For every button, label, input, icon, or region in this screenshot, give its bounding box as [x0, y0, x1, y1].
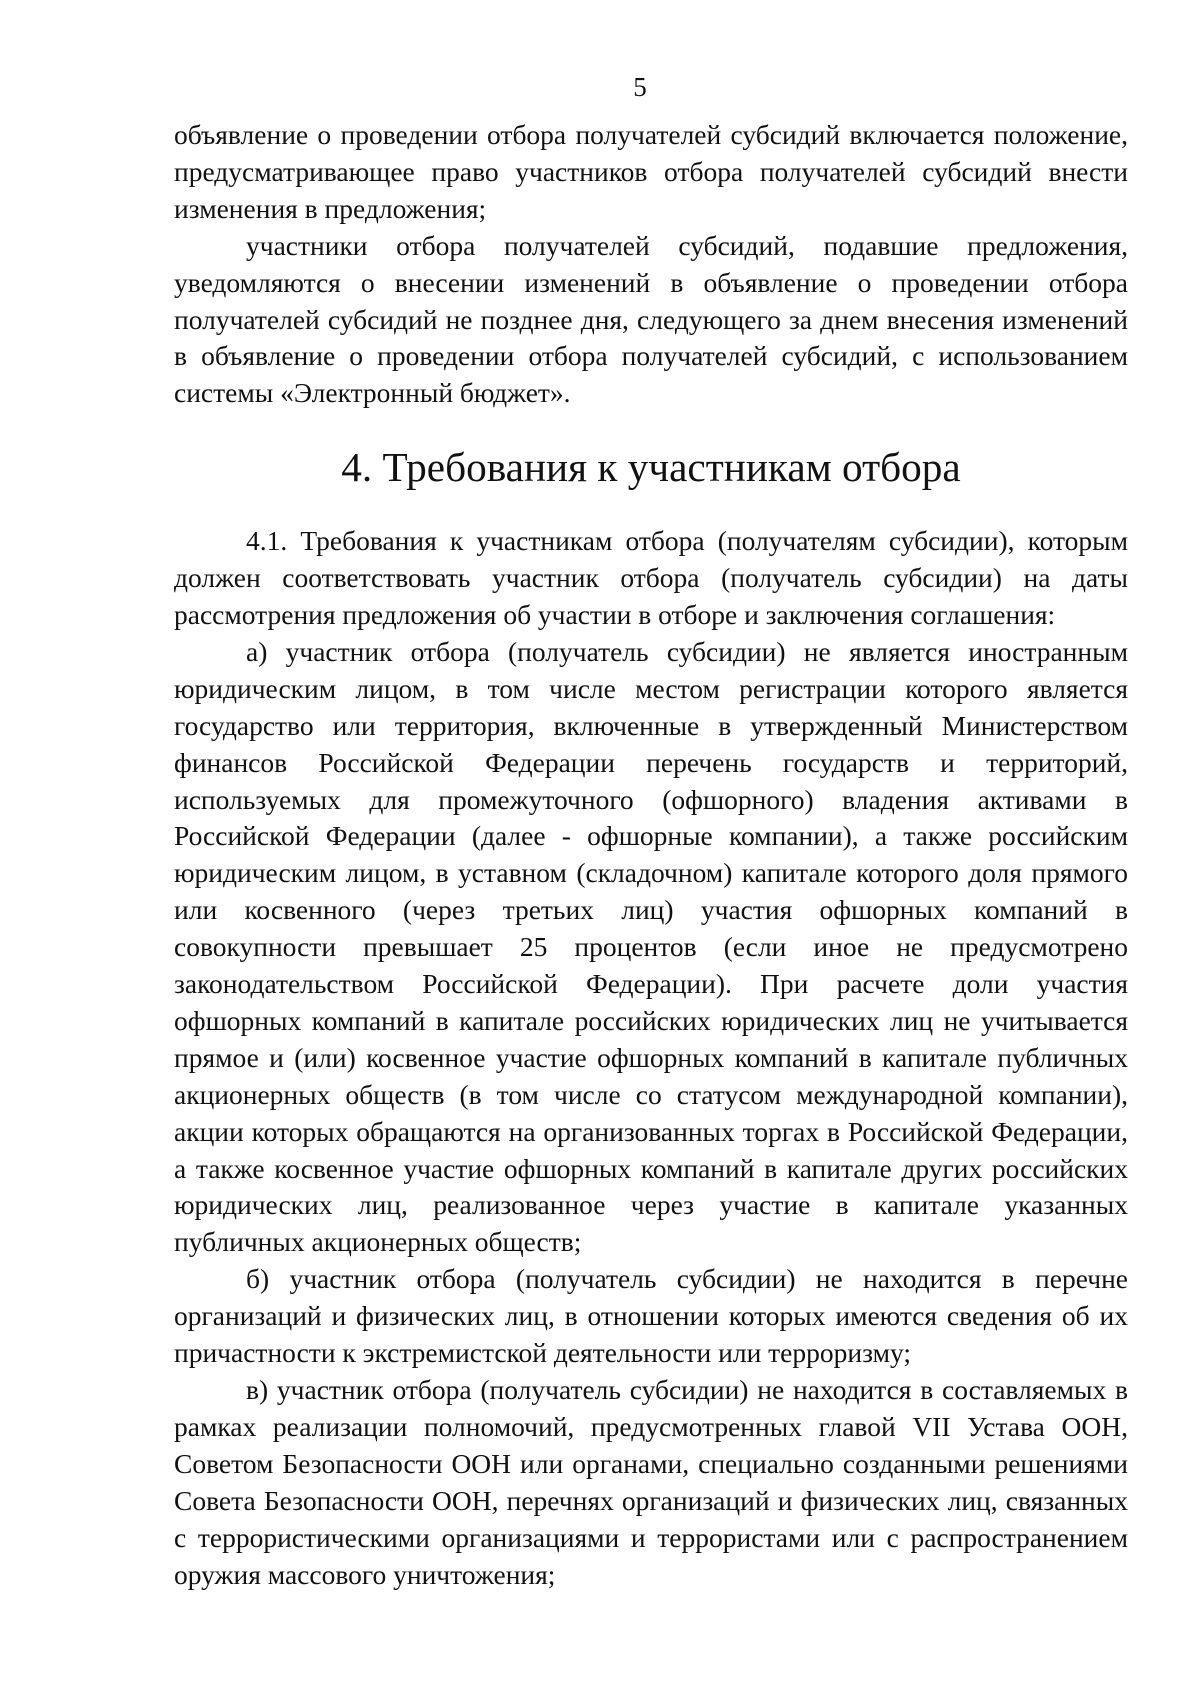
- document-body: [174, 117, 1128, 1593]
- section-heading: 4. Требования к участникам отбора: [341, 444, 961, 491]
- paragraph-participants-notification: участники отбора получателей субсидий, подавшие предложения, уведомляются о внесении изменений в объявление о проведении отбора получателей субсидий не позднее дня, следующего за днем внесения изменений в объявление о проведении отбора получателей субсидий, с использованием системы «Электронный бюджет».: [174, 229, 1128, 409]
- paragraph-item-v: в) участник отбора (получатель субсидии) не находится в составляемых в рамках реализации полномочий, предусмотренных главой VII Устава ООН, Советом Безопасности ООН или органами, специально созданными решениями Совета Безопасности ООН, перечнях организаций и физических лиц, связанных с террористическими организациями и террористами или с распространением оружия массового уничтожения;: [174, 1374, 1128, 1590]
- paragraph-item-b: б) участник отбора (получатель субсидии) не находится в перечне организаций и физических лиц, в отношении которых имеются сведения об их причастности к экстремистской деятельности или терроризму;: [174, 1263, 1128, 1369]
- page-number: 5: [633, 72, 647, 102]
- paragraph-4-1: 4.1. Требования к участникам отбора (получателям субсидии), которым должен соответствовать участник отбора (получатель субсидии) на даты рассмотрения предложения об участии в отборе и заключения соглашения:: [174, 525, 1128, 630]
- paragraph-continuation: объявление о проведении отбора получателей субсидий включается положение, предусматривающее право участников отбора получателей субсидий внести изменения в предложения;: [174, 119, 1128, 224]
- paragraph-item-a: а) участник отбора (получатель субсидии) не является иностранным юридическим лицом, в том числе местом регистрации которого является государство или территория, включенные в утвержденный Министерством финансов Российской Федерации перечень государств и территорий, используемых для промежуточного (офшорного) владения активами в Российской Федерации (далее - офшорные компании), а также российским юридическим лицом, в уставном (складочном) капитале которого доля прямого или косвенного (через третьих лиц) участия офшорных компаний в совокупности превышает 25 процентов (если иное не предусмотрено законодательством Российской Федерации). При расчете доли участия офшорных компаний в капитале российских юридических лиц не учитывается прямое и (или) косвенное участие офшорных компаний в капитале публичных акционерных обществ (в том числе со статусом международной компании), акции которых обращаются на организованных торгах в Российской Федерации, а также косвенное участие офшорных компаний в капитале других российских юридических лиц, реализованное через участие в капитале указанных публичных акционерных обществ;: [174, 635, 1128, 1258]
